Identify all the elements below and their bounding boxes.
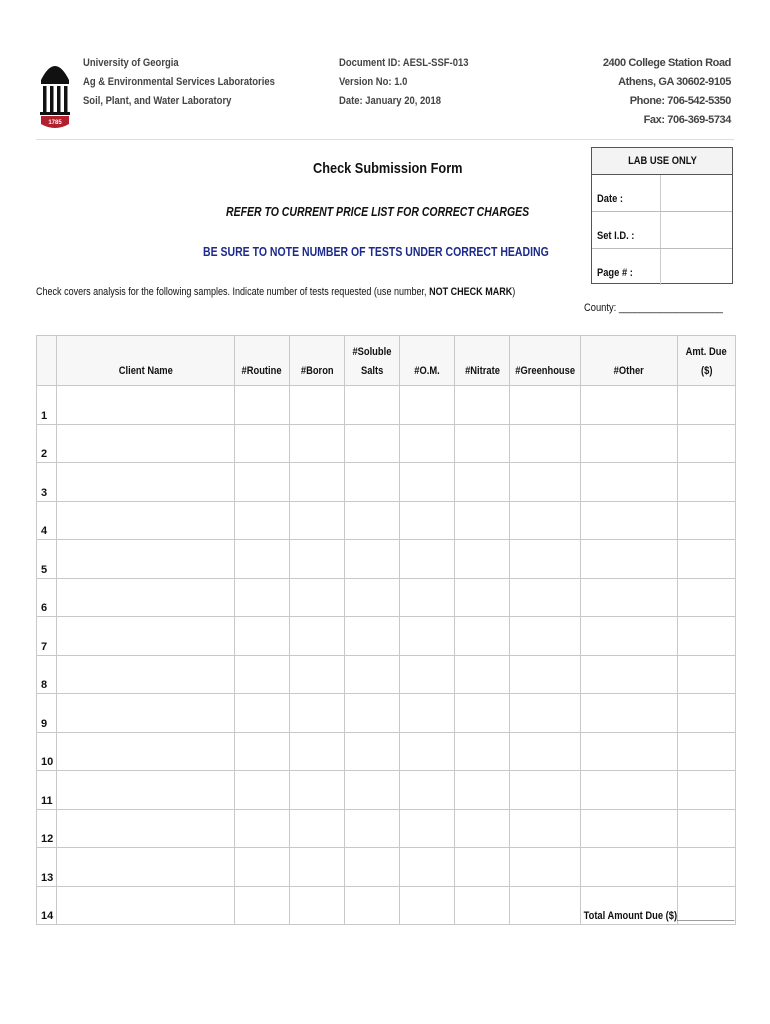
entry-cell[interactable]: [345, 617, 400, 656]
row-number: 4: [37, 501, 57, 540]
table-row: [37, 732, 736, 771]
entry-cell[interactable]: [400, 848, 455, 887]
table-row: [37, 540, 736, 579]
entry-cell[interactable]: [400, 578, 455, 617]
table-row: [37, 848, 736, 887]
entry-cell[interactable]: [57, 886, 235, 925]
entry-cell[interactable]: [400, 386, 455, 425]
entry-cell[interactable]: [235, 424, 290, 463]
entry-cell[interactable]: [345, 694, 400, 733]
address-line: 2400 College Station Road: [602, 57, 731, 69]
entry-cell[interactable]: [235, 732, 290, 771]
entry-cell[interactable]: [455, 540, 510, 579]
entry-cell[interactable]: [235, 886, 290, 925]
entry-cell[interactable]: [400, 694, 455, 733]
entry-cell[interactable]: [290, 617, 345, 656]
address-line: Athens, GA 30602-9105: [618, 76, 731, 88]
fax-line: Fax: 706-369-5734: [643, 114, 731, 126]
entry-cell[interactable]: [345, 424, 400, 463]
entry-cell[interactable]: [455, 424, 510, 463]
col-header-routine: #Routine: [235, 336, 290, 386]
entry-cell[interactable]: [455, 886, 510, 925]
entry-cell[interactable]: [345, 540, 400, 579]
entry-cell[interactable]: [345, 771, 400, 810]
entry-cell[interactable]: [678, 732, 736, 771]
lab-use-heading: [592, 148, 732, 175]
entry-cell[interactable]: [290, 809, 345, 848]
entry-cell[interactable]: [57, 809, 235, 848]
table-row: [37, 578, 736, 617]
samples-table: [36, 335, 736, 925]
org-block: [83, 54, 306, 111]
document-info: [339, 54, 490, 111]
entry-cell[interactable]: [510, 732, 581, 771]
table-row: [37, 386, 736, 425]
form-title-text: Check Submission Form: [313, 160, 463, 177]
entry-cell[interactable]: [455, 771, 510, 810]
entry-cell[interactable]: [400, 540, 455, 579]
entry-cell[interactable]: [400, 771, 455, 810]
entry-cell[interactable]: [290, 886, 345, 925]
col-header-client-name: Client Name: [57, 336, 235, 386]
table-row: [37, 694, 736, 733]
lab-page-label: Page # :: [597, 267, 633, 279]
entry-cell[interactable]: [235, 578, 290, 617]
entry-cell[interactable]: [455, 501, 510, 540]
entry-cell[interactable]: [581, 386, 678, 425]
row-number: 13: [37, 848, 57, 887]
lab-use-heading-text: LAB USE ONLY: [627, 155, 697, 167]
entry-cell[interactable]: [57, 463, 235, 502]
entry-cell[interactable]: [345, 655, 400, 694]
entry-cell[interactable]: [290, 694, 345, 733]
entry-cell[interactable]: [510, 809, 581, 848]
row-number: 10: [37, 732, 57, 771]
table-row: [37, 655, 736, 694]
lab-set-id-field: [660, 212, 661, 248]
col-header-om: #O.M.: [400, 336, 455, 386]
entry-cell[interactable]: [581, 501, 678, 540]
entry-cell[interactable]: [455, 848, 510, 887]
entry-cell[interactable]: [581, 732, 678, 771]
entry-cell[interactable]: [235, 809, 290, 848]
address-block: [603, 54, 731, 130]
form-title: [313, 160, 489, 177]
entry-cell[interactable]: [510, 694, 581, 733]
heading-note-text: BE SURE TO NOTE NUMBER OF TESTS UNDER CORRECT HEADING: [203, 245, 549, 259]
entry-cell[interactable]: [235, 655, 290, 694]
table-row: [37, 501, 736, 540]
county-label: County: ____________________: [584, 302, 723, 314]
row-number: 12: [37, 809, 57, 848]
entry-cell[interactable]: [235, 771, 290, 810]
row-number: 1: [37, 386, 57, 425]
table-row: [37, 463, 736, 502]
entry-cell[interactable]: [400, 501, 455, 540]
entry-cell[interactable]: [290, 386, 345, 425]
entry-cell[interactable]: [400, 732, 455, 771]
total-amount-label: Total Amount Due ($)___________: [583, 910, 734, 922]
entry-cell[interactable]: [57, 694, 235, 733]
logo-year: 1785: [48, 120, 62, 126]
entry-cell[interactable]: [345, 501, 400, 540]
entry-cell[interactable]: [345, 848, 400, 887]
entry-cell[interactable]: [455, 809, 510, 848]
entry-cell[interactable]: [290, 424, 345, 463]
lab-date-row: [592, 175, 732, 212]
entry-cell[interactable]: [400, 809, 455, 848]
entry-cell[interactable]: [678, 501, 736, 540]
entry-cell[interactable]: [290, 463, 345, 502]
entry-cell[interactable]: [455, 732, 510, 771]
price-list-note-text: REFER TO CURRENT PRICE LIST FOR CORRECT CHARGES: [226, 205, 530, 219]
entry-cell[interactable]: [57, 540, 235, 579]
entry-cell[interactable]: [581, 655, 678, 694]
entry-cell[interactable]: [581, 694, 678, 733]
row-number: 2: [37, 424, 57, 463]
entry-cell[interactable]: [455, 578, 510, 617]
entry-cell[interactable]: [510, 540, 581, 579]
entry-cell[interactable]: [581, 540, 678, 579]
row-number: 3: [37, 463, 57, 502]
entry-cell[interactable]: [678, 540, 736, 579]
entry-cell[interactable]: [345, 463, 400, 502]
lab-date-label: Date :: [597, 193, 623, 205]
col-header-amount-due: Amt. Due ($): [678, 336, 736, 386]
entry-cell[interactable]: [510, 655, 581, 694]
org-line: Soil, Plant, and Water Laboratory: [83, 95, 232, 107]
table-header-row: [37, 336, 736, 386]
price-list-note: [226, 205, 587, 219]
instructions-bold: NOT CHECK MARK: [429, 286, 513, 298]
table-row: [37, 617, 736, 656]
table-row: [37, 424, 736, 463]
row-number: 8: [37, 655, 57, 694]
entry-cell[interactable]: [581, 463, 678, 502]
lab-use-only-box: [591, 147, 733, 284]
phone-line: Phone: 706-542-5350: [629, 95, 731, 107]
total-amount-due[interactable]: [557, 910, 734, 922]
org-line: University of Georgia: [83, 57, 179, 69]
entry-cell[interactable]: [235, 848, 290, 887]
version-no: Version No: 1.0: [339, 76, 408, 88]
col-header-number: [37, 336, 57, 386]
lab-set-id-label: Set I.D. :: [597, 230, 635, 242]
entry-cell[interactable]: [510, 848, 581, 887]
entry-cell[interactable]: [510, 424, 581, 463]
entry-cell[interactable]: [510, 771, 581, 810]
row-number: 11: [37, 771, 57, 810]
entry-cell[interactable]: [57, 386, 235, 425]
lab-date-field: [660, 175, 661, 211]
entry-cell[interactable]: [57, 732, 235, 771]
col-header-soluble-salts: #Soluble Salts: [345, 336, 400, 386]
entry-cell[interactable]: [455, 463, 510, 502]
entry-cell[interactable]: [57, 655, 235, 694]
entry-cell[interactable]: [510, 386, 581, 425]
heading-note: [203, 245, 615, 259]
row-number: 9: [37, 694, 57, 733]
entry-cell[interactable]: [290, 578, 345, 617]
entry-cell[interactable]: [235, 463, 290, 502]
entry-cell[interactable]: [678, 424, 736, 463]
uga-arch-logo: [37, 50, 73, 130]
entry-cell[interactable]: [510, 463, 581, 502]
entry-cell[interactable]: [678, 578, 736, 617]
row-number: 14: [37, 886, 57, 925]
instructions: [36, 286, 620, 298]
entry-cell[interactable]: [345, 386, 400, 425]
row-number: 6: [37, 578, 57, 617]
entry-cell[interactable]: [290, 501, 345, 540]
entry-cell[interactable]: [235, 386, 290, 425]
entry-cell[interactable]: [455, 386, 510, 425]
col-header-greenhouse: #Greenhouse: [510, 336, 581, 386]
col-header-other: #Other: [581, 336, 678, 386]
lab-page-row: [592, 249, 732, 285]
instructions-text: Check covers analysis for the following samples. Indicate number of tests requested (use number,: [36, 286, 430, 298]
org-line: Ag & Environmental Services Laboratories: [83, 76, 275, 88]
entry-cell[interactable]: [400, 617, 455, 656]
entry-cell[interactable]: [581, 578, 678, 617]
entry-cell[interactable]: [57, 771, 235, 810]
entry-cell[interactable]: [400, 424, 455, 463]
entry-cell[interactable]: [57, 578, 235, 617]
entry-cell[interactable]: [510, 501, 581, 540]
entry-cell[interactable]: [290, 848, 345, 887]
document-date: Date: January 20, 2018: [339, 95, 442, 107]
entry-cell[interactable]: [455, 617, 510, 656]
county-field[interactable]: [584, 302, 747, 314]
entry-cell[interactable]: [678, 617, 736, 656]
entry-cell[interactable]: [290, 540, 345, 579]
entry-cell[interactable]: [290, 655, 345, 694]
entry-cell[interactable]: [235, 540, 290, 579]
entry-cell[interactable]: [581, 809, 678, 848]
entry-cell[interactable]: [235, 617, 290, 656]
entry-cell[interactable]: [678, 694, 736, 733]
entry-cell[interactable]: [57, 501, 235, 540]
table-row: [37, 809, 736, 848]
entry-cell[interactable]: [510, 617, 581, 656]
entry-cell[interactable]: [678, 655, 736, 694]
lab-set-id-row: [592, 212, 732, 249]
entry-cell[interactable]: [581, 848, 678, 887]
document-id: Document ID: AESL-SSF-013: [339, 57, 469, 69]
entry-cell[interactable]: [400, 886, 455, 925]
entry-cell[interactable]: [455, 694, 510, 733]
entry-cell[interactable]: [345, 809, 400, 848]
entry-cell[interactable]: [581, 424, 678, 463]
entry-cell[interactable]: [345, 578, 400, 617]
entry-cell[interactable]: [678, 848, 736, 887]
entry-cell[interactable]: [678, 463, 736, 502]
header-divider: [36, 139, 734, 140]
col-header-boron: #Boron: [290, 336, 345, 386]
entry-cell[interactable]: [510, 578, 581, 617]
entry-cell[interactable]: [57, 424, 235, 463]
col-header-nitrate: #Nitrate: [455, 336, 510, 386]
table-row: [37, 771, 736, 810]
entry-cell[interactable]: [345, 886, 400, 925]
entry-cell[interactable]: [57, 848, 235, 887]
instructions-suffix: ): [512, 286, 516, 298]
entry-cell[interactable]: [235, 501, 290, 540]
row-number: 5: [37, 540, 57, 579]
entry-cell[interactable]: [678, 809, 736, 848]
entry-cell[interactable]: [290, 732, 345, 771]
entry-cell[interactable]: [581, 617, 678, 656]
entry-cell[interactable]: [235, 694, 290, 733]
lab-page-field: [660, 249, 661, 285]
row-number: 7: [37, 617, 57, 656]
entry-cell[interactable]: [678, 386, 736, 425]
entry-cell[interactable]: [57, 617, 235, 656]
entry-cell[interactable]: [455, 655, 510, 694]
entry-cell[interactable]: [400, 655, 455, 694]
entry-cell[interactable]: [678, 771, 736, 810]
entry-cell[interactable]: [581, 771, 678, 810]
entry-cell[interactable]: [290, 771, 345, 810]
entry-cell[interactable]: [400, 463, 455, 502]
entry-cell[interactable]: [345, 732, 400, 771]
